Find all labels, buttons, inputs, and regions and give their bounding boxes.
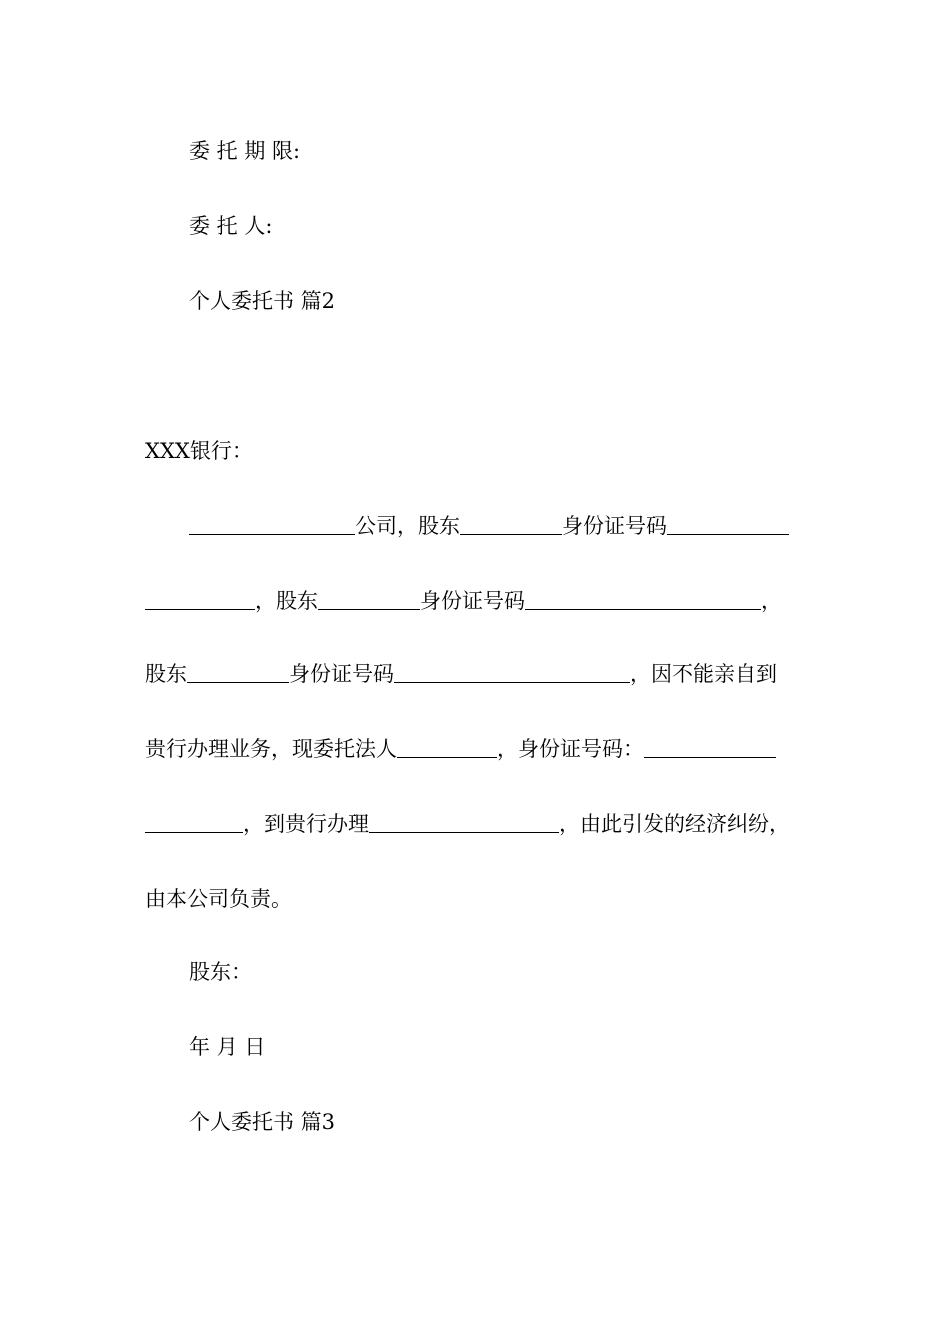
blank-id-1b xyxy=(145,591,255,610)
blank-shareholder-3 xyxy=(187,664,289,683)
section-3-heading: 个人委托书 篇3 xyxy=(189,1110,336,1134)
shareholder-signature-label: 股东： xyxy=(189,960,252,984)
text-id-number-4: ，身份证号码： xyxy=(497,737,644,761)
text-company-shareholder: 公司，股东 xyxy=(355,514,460,538)
text-go-to-bank: ，到贵行办理 xyxy=(243,812,369,836)
text-comma: ， xyxy=(761,589,782,613)
text-shareholder-2: ，股东 xyxy=(255,589,318,613)
blank-id-4a xyxy=(644,739,776,758)
principal-label: 委 托 人: xyxy=(189,214,273,238)
blank-id-4b xyxy=(145,814,243,833)
bank-salutation: XXX银行： xyxy=(145,439,253,463)
paragraph-line-3 xyxy=(145,662,777,686)
paragraph-line-5 xyxy=(145,812,790,836)
date-line: 年 月 日 xyxy=(189,1035,266,1059)
text-id-number-2: 身份证号码 xyxy=(420,589,525,613)
blank-id-1a xyxy=(667,516,789,535)
text-shareholder-3: 股东 xyxy=(145,662,187,686)
text-entrust-legal-person: 贵行办理业务，现委托法人 xyxy=(145,737,397,761)
blank-business xyxy=(369,814,559,833)
text-cannot-attend: ，因不能亲自到 xyxy=(630,662,777,686)
term-label: 委 托 期 限: xyxy=(189,139,301,163)
blank-legal-person xyxy=(397,739,497,758)
paragraph-line-4 xyxy=(145,737,776,761)
text-id-number-1: 身份证号码 xyxy=(562,514,667,538)
blank-id-2 xyxy=(525,591,761,610)
text-id-number-3: 身份证号码 xyxy=(289,662,394,686)
blank-shareholder-2 xyxy=(318,591,420,610)
paragraph-line-6: 由本公司负责。 xyxy=(145,887,292,911)
paragraph-line-1 xyxy=(189,514,789,538)
blank-id-3 xyxy=(394,664,630,683)
text-dispute: ，由此引发的经济纠纷， xyxy=(559,812,790,836)
blank-shareholder-1 xyxy=(460,516,562,535)
paragraph-line-2 xyxy=(145,589,782,613)
blank-company xyxy=(189,516,355,535)
section-2-heading: 个人委托书 篇2 xyxy=(189,289,336,313)
